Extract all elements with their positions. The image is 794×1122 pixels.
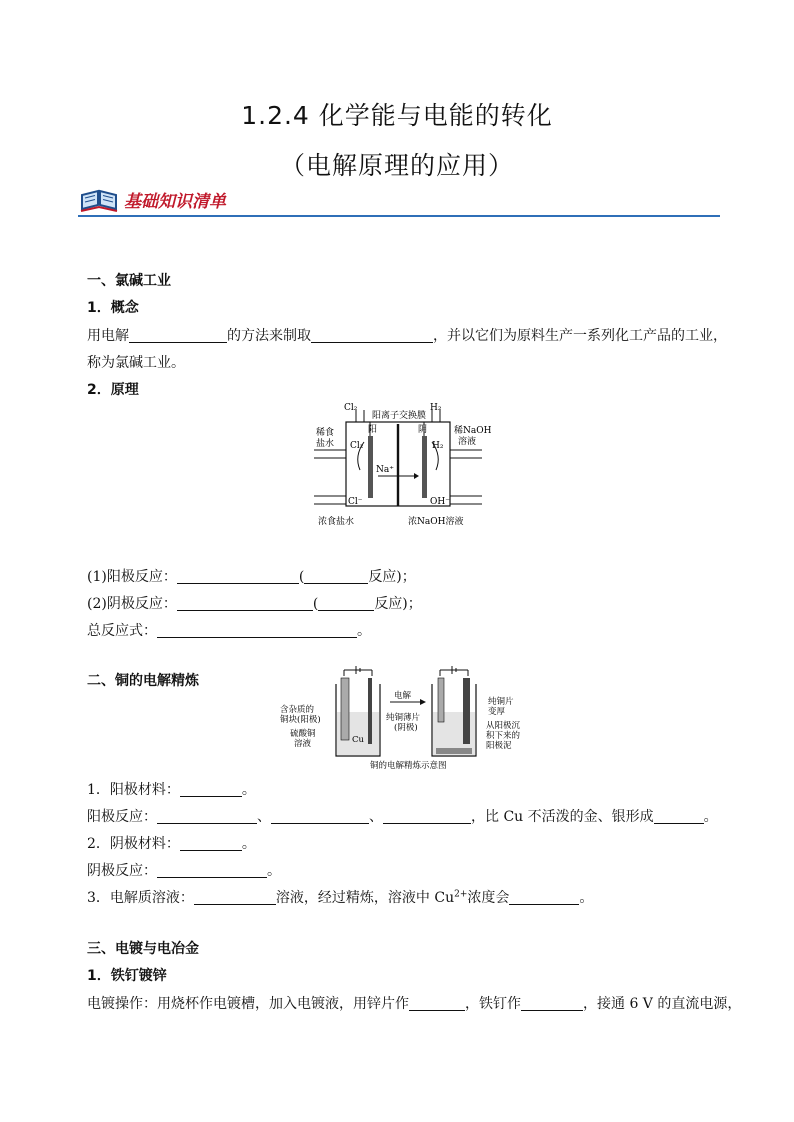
text: 溶液，经过精炼，溶液中 Cu (275, 890, 455, 906)
text: 用电解 (87, 328, 129, 344)
label-h2-in: H₂ (432, 441, 444, 451)
label-thick-2: 变厚 (488, 707, 506, 717)
cathode-reaction-line-cu (87, 860, 281, 880)
text: ，接通 6 V 的直流电源， (583, 996, 742, 1012)
electroplating-operation-line (87, 993, 741, 1013)
text: 1．阳极材料： (87, 782, 180, 798)
text: (2)阴极反应： (87, 596, 177, 612)
text: 。 (241, 782, 256, 798)
sub-heading-concept: 1．概念 (87, 300, 139, 316)
sub-heading-galvanizing: 1．铁钉镀锌 (87, 968, 167, 984)
label-dilute-salt-2: 盐水 (316, 439, 335, 449)
label-cuso4-2: 溶液 (294, 739, 312, 749)
text: 总反应式： (87, 623, 157, 639)
blank[interactable] (129, 327, 227, 343)
text: 阴极反应： (87, 863, 157, 879)
anode-reactions-line (87, 806, 718, 826)
label-mud-3: 阳极泥 (486, 741, 512, 751)
label-cl2-in: Cl₂ (350, 441, 364, 451)
text: 反应)； (374, 596, 422, 612)
label-dilute-naoh: 稀NaOH (454, 426, 492, 436)
section-heading-copper-refining: 二、铜的电解精炼 (87, 673, 199, 689)
label-dilute-salt: 稀食 (316, 428, 335, 438)
label-dilute-naoh-2: 溶液 (458, 437, 477, 447)
blank[interactable] (409, 995, 465, 1011)
blank[interactable] (509, 889, 579, 905)
label-cuso4-1: 硫酸铜 (290, 729, 316, 739)
blank[interactable] (383, 808, 471, 824)
banner-rule (78, 215, 720, 217)
section-banner (78, 183, 720, 219)
page-subtitle: （电解原理的应用） (279, 151, 514, 180)
label-na-ion: Na⁺ (376, 465, 394, 475)
blank[interactable] (304, 568, 368, 584)
superscript: 2+ (454, 889, 468, 900)
concept-line-2: 称为氯碱工业。 (87, 355, 185, 371)
text: 的方法来制取 (227, 328, 311, 344)
text: 反应)； (368, 569, 416, 585)
label-h2-top: H₂ (430, 403, 442, 413)
text: 。 (579, 890, 594, 906)
label-impure-2: 铜块(阳极) (280, 715, 321, 725)
text: 。 (267, 863, 281, 879)
text: 、 (369, 809, 383, 825)
label-conc-naoh: 浓NaOH溶液 (408, 517, 464, 527)
total-reaction-line (87, 620, 371, 640)
blank[interactable] (177, 595, 313, 611)
blank[interactable] (271, 808, 369, 824)
section-heading-chlor-alkali: 一、氯碱工业 (87, 273, 171, 289)
blank[interactable] (194, 889, 276, 905)
label-mud-1: 从阳极沉 (486, 721, 521, 731)
text: 。 (357, 623, 371, 639)
blank[interactable] (180, 781, 242, 797)
text: ( (298, 569, 305, 585)
blank[interactable] (654, 808, 704, 824)
banner-label: 基础知识清单 (124, 192, 226, 212)
text: 3．电解质溶液： (87, 890, 194, 906)
label-electrolysis: 电解 (394, 691, 412, 701)
text: 电镀操作：用烧杯作电镀槽，加入电镀液，用锌片作 (87, 996, 409, 1012)
text: 浓度会 (467, 890, 510, 906)
text: ( (312, 596, 319, 612)
blank[interactable] (157, 808, 257, 824)
text: ，并以它们为原料生产一系列化工产品的工业， (433, 328, 727, 344)
label-pure-2: (阴极) (394, 723, 418, 733)
label-pure-1: 纯铜薄片 (386, 713, 421, 723)
anode-reaction-line (87, 566, 416, 586)
cathode-reaction-line (87, 593, 422, 613)
text: 。 (241, 836, 256, 852)
blank[interactable] (157, 622, 357, 638)
text: 、 (257, 809, 271, 825)
concept-line (87, 325, 727, 345)
blank[interactable] (157, 862, 267, 878)
copper-refining-diagram (278, 664, 536, 776)
sub-heading-principle: 2．原理 (87, 382, 139, 398)
label-conc-salt: 浓食盐水 (318, 517, 355, 527)
label-anode: 阳 (368, 425, 378, 435)
chlor-alkali-diagram (310, 400, 510, 534)
label-thick-1: 纯铜片 (488, 697, 514, 707)
book-icon (80, 187, 118, 217)
label-oh-ion: OH⁻ (430, 497, 450, 507)
blank[interactable] (311, 327, 433, 343)
text: ，比 Cu 不活泼的金、银形成 (471, 809, 654, 825)
blank[interactable] (180, 835, 242, 851)
anode-material-line (87, 779, 256, 799)
section-heading-electroplating: 三、电镀与电冶金 (87, 941, 199, 957)
label-mud-2: 积下来的 (486, 731, 521, 741)
label-impure-1: 含杂质的 (280, 705, 315, 715)
label-cl2-top: Cl₂ (344, 403, 358, 413)
blank[interactable] (177, 568, 299, 584)
blank[interactable] (521, 995, 583, 1011)
cathode-material-line (87, 833, 256, 853)
blank[interactable] (318, 595, 374, 611)
text: 阳极反应： (87, 809, 157, 825)
page-title: 1.2.4 化学能与电能的转化 (241, 101, 553, 130)
text: (1)阳极反应： (87, 569, 177, 585)
figure-caption: 铜的电解精炼示意图 (370, 761, 447, 771)
label-cu: Cu (352, 735, 364, 745)
text: 2．阴极材料： (87, 836, 180, 852)
label-membrane: 阳离子交换膜 (372, 411, 427, 421)
electrolyte-line (87, 887, 593, 907)
text: ，铁钉作 (465, 996, 521, 1012)
text: 。 (703, 809, 718, 825)
label-cathode: 阴 (418, 425, 428, 435)
label-cl-ion: Cl⁻ (348, 497, 363, 507)
